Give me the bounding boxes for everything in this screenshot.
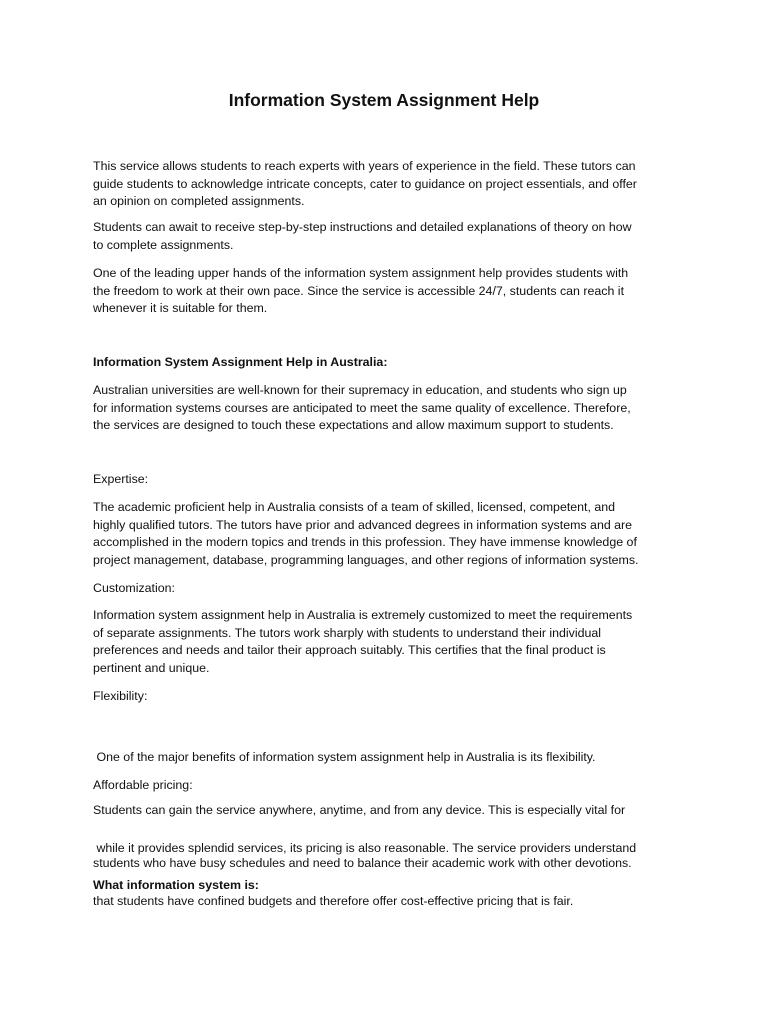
text-line: project management, database, programming languages, and other regions of information systems. (93, 552, 639, 567)
intro-paragraph-2 (93, 219, 673, 254)
text-line: accomplished in the modern topics and trends in this profession. They have immense knowledge of (93, 535, 637, 550)
pricing-heading: Affordable pricing: (93, 778, 193, 792)
flexibility-heading: Flexibility: (93, 689, 148, 703)
australia-heading: Information System Assignment Help in Australia: (93, 355, 388, 369)
customization-paragraph (93, 607, 673, 677)
text-line: for information systems courses are anticipated to meet the same quality of excellence. Therefore, (93, 400, 631, 415)
intro-paragraph-1 (93, 158, 673, 211)
text-line: Australian universities are well-known for their supremacy in education, and students who sign up (93, 383, 627, 397)
text-line: to complete assignments. (93, 237, 234, 252)
text-line: the freedom to work at their own pace. Since the service is accessible 24/7, students can reach it (93, 283, 625, 298)
text-line: Students can gain the service anywhere, anytime, and from any device. This is especially vital for (93, 802, 626, 817)
text-line: that students have confined budgets and therefore offer cost-effective pricing that is fair. (93, 893, 574, 908)
text-line: Information system assignment help in Australia is extremely customized to meet the requirements (93, 608, 633, 622)
page-title: Information System Assignment Help (228, 90, 540, 110)
text-line: highly qualified tutors. The tutors have prior and advanced degrees in information systems and are (93, 517, 633, 532)
text-line: students who have busy schedules and need to balance their academic work with other devotions. (93, 855, 632, 870)
text-line: preferences and needs and tailor their approach suitably. This certifies that the final product is (93, 643, 606, 658)
intro-paragraph-3 (93, 265, 673, 318)
what-is-heading: What information system is: (93, 878, 259, 892)
expertise-paragraph (93, 499, 673, 569)
text-line: the services are designed to touch these expectations and allow maximum support to students. (93, 418, 614, 433)
text-line: pertinent and unique. (93, 660, 210, 675)
text-line: guide students to acknowledge intricate concepts, cater to guidance on project essentials, and offer (93, 176, 637, 191)
customization-heading: Customization: (93, 581, 175, 595)
text-line: an opinion on completed assignments. (93, 194, 305, 209)
text-line: This service allows students to reach experts with years of experience in the field. These tutors can (93, 159, 636, 173)
expertise-heading: Expertise: (93, 472, 149, 486)
text-line: One of the major benefits of information system assignment help in Australia is its flexibility. (93, 750, 596, 765)
text-line: The academic proficient help in Australia consists of a team of skilled, licensed, competent, and (93, 500, 616, 514)
pricing-paragraph (93, 805, 673, 946)
text-line: while it provides splendid services, its pricing is also reasonable. The service providers understand (93, 841, 637, 856)
text-line: of separate assignments. The tutors work sharply with students to understand their individual (93, 625, 602, 640)
text-line: One of the leading upper hands of the information system assignment help provides students with (93, 266, 629, 280)
australia-paragraph (93, 382, 673, 435)
text-line: Students can await to receive step-by-step instructions and detailed explanations of theory on how (93, 220, 632, 234)
text-line: whenever it is suitable for them. (93, 301, 268, 316)
